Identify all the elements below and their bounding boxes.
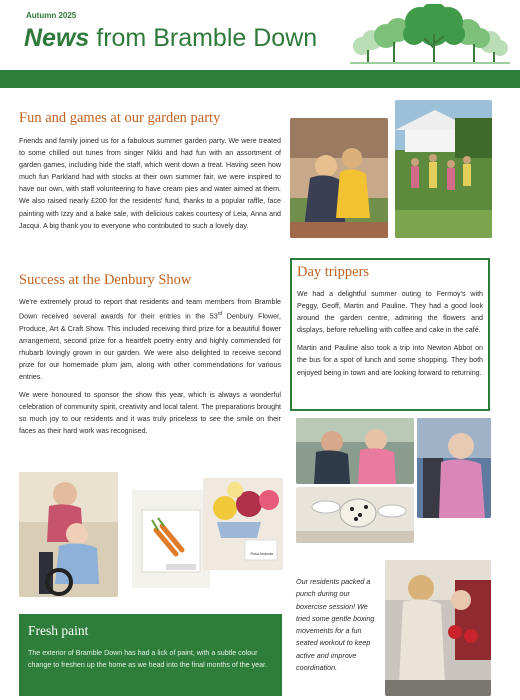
header-bar — [0, 70, 520, 88]
newsletter-header — [0, 0, 520, 70]
denbury-p1-part-a: We're extremely proud to report that residents and team members from Bramble Down received several awards for their entries in the 53 — [19, 298, 281, 321]
garden-party-heading: Fun and games at our garden party — [19, 110, 221, 126]
boxing-caption: Our residents packed a punch during our boxercise session! We tried some gentle boxing movements for a fun seated workout to keep active and improve coordination. — [296, 577, 375, 673]
denbury-paragraph-2: We were honoured to sponsor the show this year, which is always a wonderful celebration of community spirit, creativity and local talent. The preparations brought so much joy to our residents and it was truly priceless to see the smile on their faces as their hard work was recognised. — [19, 391, 281, 436]
denbury-photo-2 — [132, 490, 210, 588]
denbury-paragraph-1 — [19, 296, 281, 383]
fresh-paint-text: The exterior of Bramble Down has had a lick of paint, with a subtle colour change to freshen up the home as we head into the final months of the year. — [28, 649, 267, 670]
denbury-photo-3 — [203, 478, 283, 570]
denbury-p1-part-b: Denbury Flower, Produce, Art & Craft Show. This included receiving third prize for a beautiful flower arrangement, second prize for a heartfelt poetry entry and highly commended for rhubarb lovingly grown in our garden. We were also delighted to receive second prize for our homemade plum jam, along with other commendations for various entries. — [19, 312, 281, 381]
masthead-title-rest: from Bramble Down — [89, 24, 318, 52]
day-trippers-paragraph-1: We had a delightful summer outing to Fermoy's with Peggy, Geoff, Martin and Pauline. They had a good look around the garden centre, admiring the flowers and displays, before refuelling with coffee and cake in the café. — [297, 290, 483, 335]
denbury-p1-sup: rd — [217, 311, 223, 318]
masthead-title-bold: News — [24, 24, 90, 52]
trees-icon — [350, 4, 510, 68]
day-trippers-heading: Day trippers — [297, 264, 370, 280]
garden-party-photo-1 — [290, 118, 388, 238]
day-trippers-box — [290, 258, 490, 411]
garden-party-paragraph: Friends and family joined us for a fabulous summer garden party. We were treated to some chilled out tunes from singer Nikki and had fun with an assortment of garden games, including hide the staff, which went down a treat. Having seen how much fun Parkland had with stocks at their own summer fair, we were inspired to have our own, with staff volunteering to have cream pies and water aimed at them. We also raised nearly £200 for the residents' fund, thanks to a popular raffle, face painting with Izzy and a bake sale, with delicious cakes courtesy of Leia, Anna and Jacqui. A big thank you to everyone who contributed to such a lovely day. — [19, 137, 281, 230]
day-trippers-text — [297, 288, 483, 385]
garden-party-photo-2 — [395, 100, 492, 238]
denbury-heading: Success at the Denbury Show — [19, 272, 192, 288]
day-trippers-photo-1 — [296, 418, 414, 484]
fresh-paint-box — [19, 614, 282, 696]
boxing-photo — [385, 560, 491, 696]
denbury-text — [19, 296, 281, 443]
garden-party-text — [19, 135, 281, 238]
day-trippers-photo-3 — [296, 487, 414, 543]
day-trippers-photo-2 — [417, 418, 491, 518]
fresh-paint-heading: Fresh paint — [28, 623, 89, 638]
denbury-photo-1 — [19, 472, 118, 597]
day-trippers-paragraph-2: Martin and Pauline also took a trip into Newton Abbot on the bus for a spot of lunch and some shopping. They both enjoyed being in town and are looking forward to returning. — [297, 344, 483, 377]
edition-label: Autumn 2025 — [26, 11, 77, 20]
masthead-title — [24, 24, 317, 53]
show-card-text: Rosa Ambrose — [250, 552, 274, 556]
